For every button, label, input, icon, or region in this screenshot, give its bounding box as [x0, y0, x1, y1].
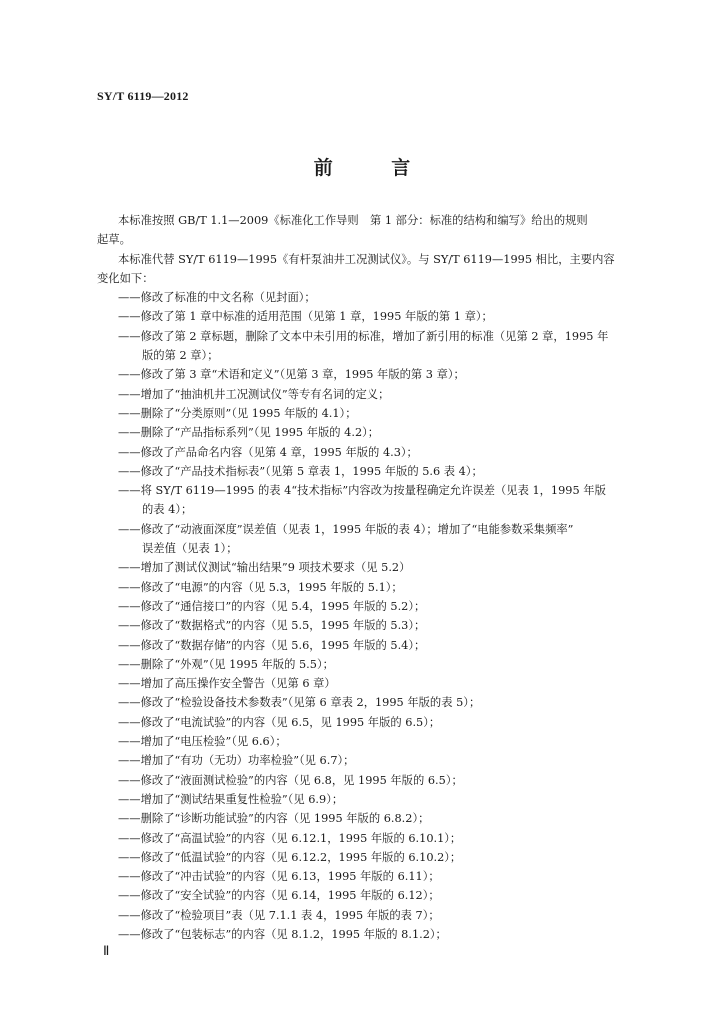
foreword-body: [97, 211, 690, 944]
change-item: [118, 732, 690, 751]
change-item-text: ——修改了“安全试验”的内容（见 6.14，1995 年版的 6.12）；: [118, 889, 440, 903]
paragraph-continuation: 起草。: [97, 233, 131, 247]
change-item-text: ——删除了“外观”（见 1995 年版的 5.5）；: [118, 657, 334, 671]
changes-list: [118, 288, 690, 944]
change-item: [118, 616, 690, 635]
change-item: [118, 288, 690, 307]
change-item: [118, 636, 690, 655]
change-item-text: ——增加了“电压检验”（见 6.6）；: [118, 735, 287, 749]
change-item-text: ——增加了高压操作安全警告（见第 6 章）: [118, 677, 336, 691]
change-item-text: ——修改了“冲击试验”的内容（见 6.13，1995 年版的 6.11）；: [118, 870, 440, 884]
change-item: [118, 404, 690, 423]
page-title: 前 言: [313, 157, 437, 179]
page-number: Ⅱ: [103, 943, 110, 958]
change-item-text: ——修改了“包装标志”的内容（见 8.1.2，1995 年版的 8.1.2）；: [118, 927, 447, 941]
change-item-text: ——修改了“高温试验”的内容（见 6.12.1，1995 年版的 6.10.1）；: [118, 831, 462, 845]
change-item: [118, 886, 690, 905]
change-item-text: ——增加了测试仪测试“输出结果”9 项技术要求（见 5.2）: [118, 561, 411, 575]
change-item-text: ——增加了“有功（无功）功率检验”（见 6.7）；: [118, 754, 355, 768]
change-item: [118, 558, 690, 577]
change-item: [118, 597, 690, 616]
change-item: [118, 829, 690, 848]
change-item-text: ——修改了“检验设备技术参数表”（见第 6 章表 2，1995 年版的表 5）；: [118, 696, 481, 710]
change-item-text: ——修改了“液面测试检验”的内容（见 6.8，见 1995 年版的 6.5）；: [118, 773, 463, 787]
change-item: [118, 443, 690, 462]
change-item-text: ——删除了“产品指标系列”（见 1995 年版的 4.2）；: [118, 426, 380, 440]
change-item-text: ——修改了“电源”的内容（见 5.3，1995 年版的 5.1）；: [118, 580, 403, 594]
change-item: [118, 481, 690, 520]
change-item: [118, 906, 690, 925]
change-item: [118, 713, 690, 732]
paragraph-first-line: 本标准按照 GB/T 1.1—2009《标准化工作导则 第 1 部分：标准的结构和编写》给出的规则: [118, 214, 588, 227]
change-item: [118, 771, 690, 790]
change-item-text: ——修改了第 2 章标题，删除了文本中未引用的标准，增加了新引用的标准（见第 2 章，1995 年: [118, 329, 609, 343]
change-item-text: ——修改了“通信接口”的内容（见 5.4，1995 年版的 5.2）；: [118, 599, 426, 613]
change-item: [118, 790, 690, 809]
change-item-continuation: 误差值（见表 1）；: [142, 542, 238, 556]
change-item-text: ——增加了“测试结果重复性检验”（见 6.9）；: [118, 792, 344, 806]
change-item: [118, 385, 690, 404]
change-item-text: ——修改了“动液面深度”误差值（见表 1，1995 年版的表 4）；增加了“电能参数采集频率”: [118, 522, 574, 536]
change-item: [118, 462, 690, 481]
change-item-text: ——修改了第 3 章“术语和定义”（见第 3 章，1995 年版的第 3 章）；: [118, 368, 465, 382]
change-item-text: ——修改了“低温试验”的内容（见 6.12.2，1995 年版的 6.10.2）；: [118, 850, 462, 864]
change-item-text: ——修改了产品命名内容（见第 4 章，1995 年版的 4.3）；: [118, 445, 418, 459]
change-item-continuation: 的表 4）；: [142, 503, 193, 517]
change-item-text: ——删除了“分类原则”（见 1995 年版的 4.1）；: [118, 406, 357, 420]
paragraph-first-line: 本标准代替 SY/T 6119—1995《有杆泵油井工况测试仪》。与 SY/T 6119—1995 相比，主要内容: [118, 252, 615, 266]
standard-code: SY/T 6119—2012: [97, 89, 189, 103]
change-item-text: ——修改了标准的中文名称（见封面）；: [118, 291, 316, 305]
change-item: [118, 867, 690, 886]
change-item: [118, 693, 690, 712]
change-item: [118, 365, 690, 384]
paragraph-continuation: 变化如下：: [97, 271, 154, 285]
change-item: [118, 848, 690, 867]
change-item-continuation: 版的第 2 章）；: [142, 349, 219, 363]
change-item-text: ——修改了“产品技术指标表”（见第 5 章表 1，1995 年版的 5.6 表 4）；: [118, 464, 483, 478]
paragraph: [97, 250, 690, 289]
change-item: [118, 327, 690, 366]
change-item: [118, 674, 690, 693]
paragraph: [97, 211, 690, 250]
change-item: [118, 655, 690, 674]
change-item-text: ——修改了“数据存储”的内容（见 5.6，1995 年版的 5.4）；: [118, 638, 426, 652]
change-item-text: ——修改了“数据格式”的内容（见 5.5，1995 年版的 5.3）；: [118, 619, 426, 633]
change-item-text: ——将 SY/T 6119—1995 的表 4“技术指标”内容改为按量程确定允许误差（见表 1，1995 年版: [118, 484, 606, 498]
change-item-text: ——修改了“电流试验”的内容（见 6.5，见 1995 年版的 6.5）；: [118, 715, 441, 729]
change-item-text: ——修改了“检验项目”表（见 7.1.1 表 4，1995 年版的表 7）；: [118, 908, 440, 922]
change-item: [118, 809, 690, 828]
change-item-text: ——增加了“抽油机井工况测试仪”等专有名词的定义；: [118, 387, 390, 401]
change-item: [118, 423, 690, 442]
change-item-text: ——删除了“诊断功能试验”的内容（见 1995 年版的 6.8.2）；: [118, 812, 430, 826]
change-item: [118, 578, 690, 597]
change-item: [118, 307, 690, 326]
change-item-text: ——修改了第 1 章中标准的适用范围（见第 1 章，1995 年版的第 1 章）；: [118, 310, 493, 324]
change-item: [118, 520, 690, 559]
change-item: [118, 925, 690, 944]
change-item: [118, 751, 690, 770]
